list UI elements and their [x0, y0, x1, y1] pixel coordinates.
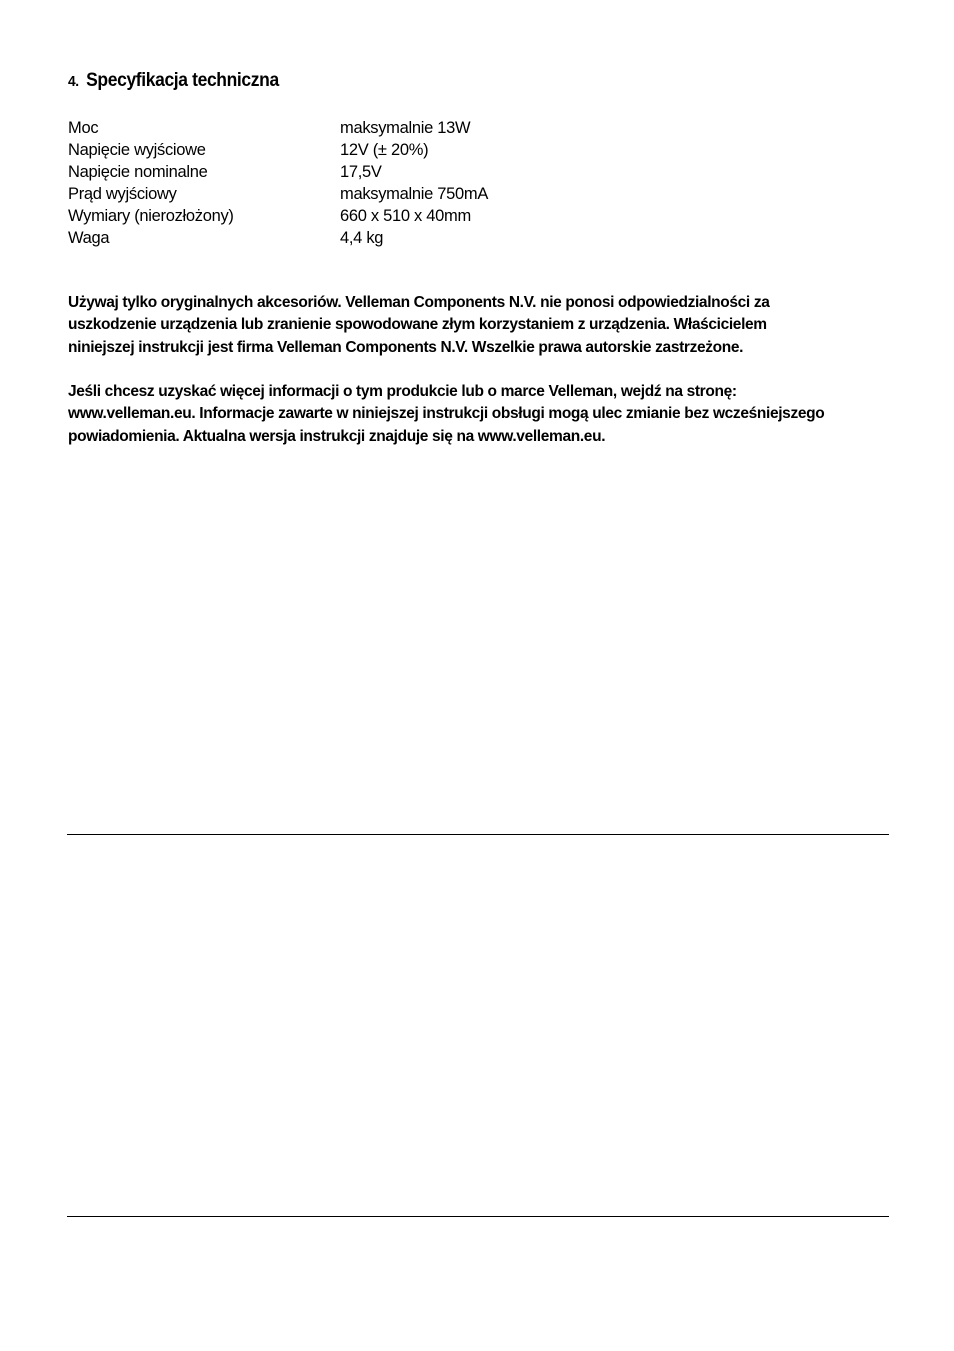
- info-notice: [68, 381, 898, 448]
- spec-row: [68, 117, 568, 139]
- spec-label: Wymiary (nierozłożony): [68, 207, 234, 225]
- spec-label: Napięcie wyjściowe: [68, 141, 206, 159]
- horizontal-divider: [67, 834, 889, 835]
- notice-line: uszkodzenie urządzenia lub zranienie spowodowane złym korzystaniem z urządzenia. Właścicielem: [68, 316, 767, 334]
- spec-table: [68, 117, 568, 249]
- spec-label: Prąd wyjściowy: [68, 185, 177, 203]
- spec-row: [68, 227, 568, 249]
- spec-label: Moc: [68, 119, 99, 137]
- section-number: 4.: [68, 73, 79, 90]
- section-title: Specyfikacja techniczna: [86, 70, 279, 91]
- horizontal-divider: [67, 1216, 889, 1217]
- spec-value: maksymalnie 13W: [340, 119, 471, 137]
- spec-value: maksymalnie 750mA: [340, 185, 489, 203]
- spec-row: [68, 183, 568, 205]
- spec-row: [68, 161, 568, 183]
- spec-value: 660 x 510 x 40mm: [340, 207, 471, 225]
- notice-line: niniejszej instrukcji jest firma Velleman Components N.V. Wszelkie prawa autorskie zastrzeżone.: [68, 338, 744, 356]
- spec-row: [68, 205, 568, 227]
- accessories-notice: [68, 292, 898, 359]
- notice-line: Używaj tylko oryginalnych akcesoriów. Velleman Components N.V. nie ponosi odpowiedzialności za: [68, 294, 770, 311]
- notice-line: www.velleman.eu. Informacje zawarte w niniejszej instrukcji obsługi mogą ulec zmianie bez wcześniejszego: [68, 405, 825, 423]
- spec-value: 12V (± 20%): [340, 141, 429, 159]
- spec-value: 4,4 kg: [340, 229, 384, 247]
- spec-label: Napięcie nominalne: [68, 163, 208, 181]
- spec-value: 17,5V: [340, 163, 382, 181]
- notice-line: powiadomienia. Aktualna wersja instrukcji znajduje się na www.velleman.eu.: [68, 427, 606, 445]
- spec-label: Waga: [68, 229, 110, 247]
- spec-row: [68, 139, 568, 161]
- notice-line: Jeśli chcesz uzyskać więcej informacji o tym produkcie lub o marce Velleman, wejdź na stronę:: [68, 383, 737, 400]
- section-heading: [68, 70, 279, 92]
